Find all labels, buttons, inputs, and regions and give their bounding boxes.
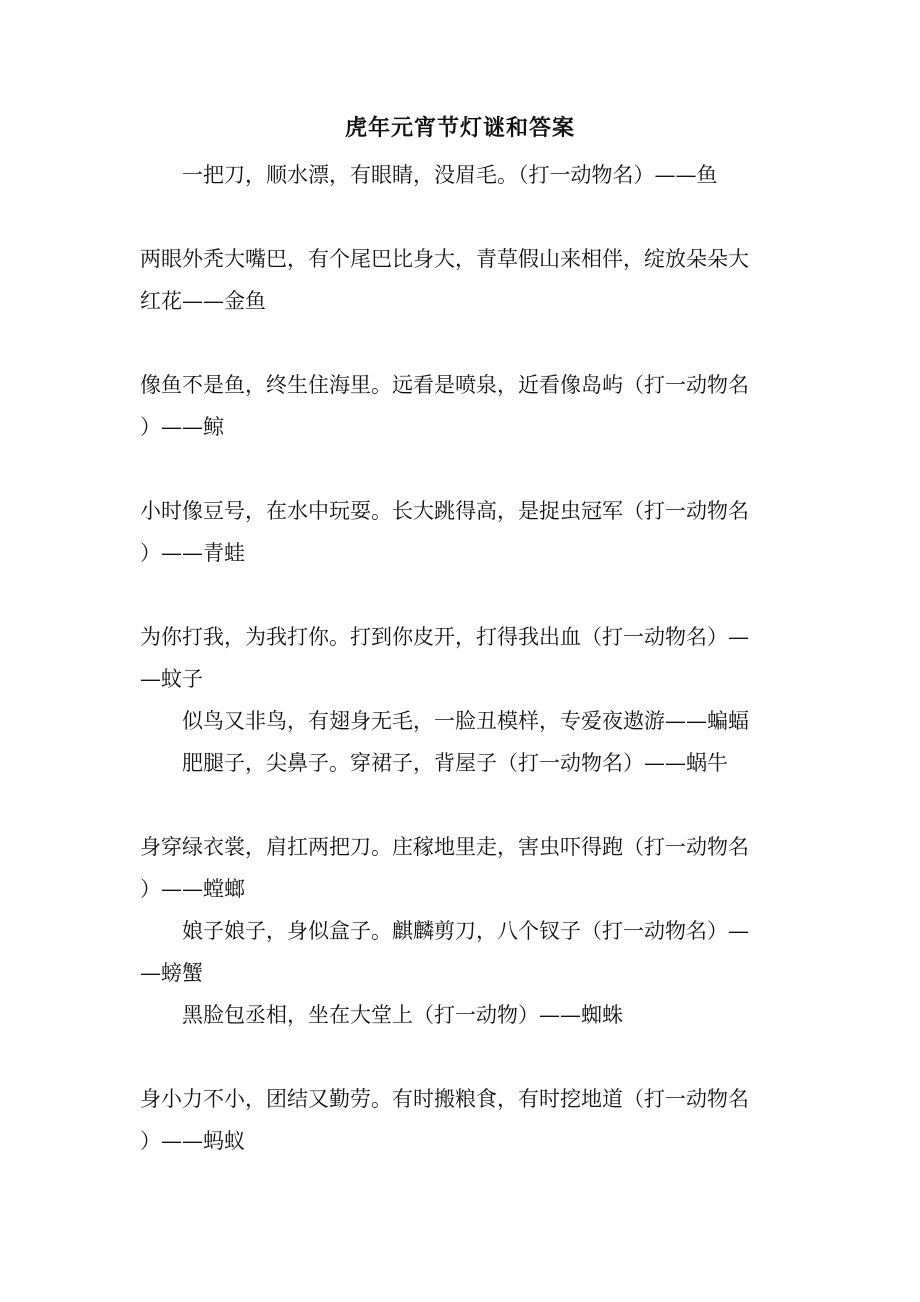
riddle-line: 小时像豆号，在水中玩耍。长大跳得高，是捉虫冠军（打一动物名 [140, 499, 749, 523]
riddle-line: 红花——金鱼 [140, 289, 266, 313]
riddle-line: —蚊子 [140, 667, 203, 691]
riddle-line: 肥腿子，尖鼻子。穿裙子，背屋子（打一动物名）——蜗牛 [182, 751, 728, 775]
document-title: 虎年元宵节灯谜和答案 [344, 115, 575, 141]
riddle-line: 两眼外秃大嘴巴，有个尾巴比身大，青草假山来相伴，绽放朵朵大 [140, 247, 749, 271]
riddle-line: 为你打我，为我打你。打到你皮开，打得我出血（打一动物名）— [140, 625, 749, 649]
riddle-line: 娘子娘子，身似盒子。麒麟剪刀，八个钗子（打一动物名）— [182, 919, 749, 943]
riddle-line: ）——青蛙 [140, 541, 245, 565]
riddle-line: 身小力不小，团结又勤劳。有时搬粮食，有时挖地道（打一动物名 [140, 1087, 749, 1111]
riddle-line: ）——鲸 [140, 415, 224, 439]
riddle-line: ）——蚂蚁 [140, 1129, 245, 1153]
riddle-line: ）——螳螂 [140, 877, 245, 901]
riddle-line: 似鸟又非鸟，有翅身无毛，一脸丑模样，专爱夜遨游——蝙蝠 [182, 709, 749, 733]
riddle-line: 像鱼不是鱼，终生住海里。远看是喷泉，近看像岛屿（打一动物名 [140, 373, 749, 397]
riddle-line: 一把刀，顺水漂，有眼睛，没眉毛。（打一动物名）——鱼 [182, 163, 718, 187]
riddle-line: —螃蟹 [140, 961, 203, 985]
riddle-line: 身穿绿衣裳，肩扛两把刀。庄稼地里走，害虫吓得跑（打一动物名 [140, 835, 749, 859]
riddle-line: 黑脸包丞相，坐在大堂上（打一动物）——蜘蛛 [182, 1003, 623, 1027]
